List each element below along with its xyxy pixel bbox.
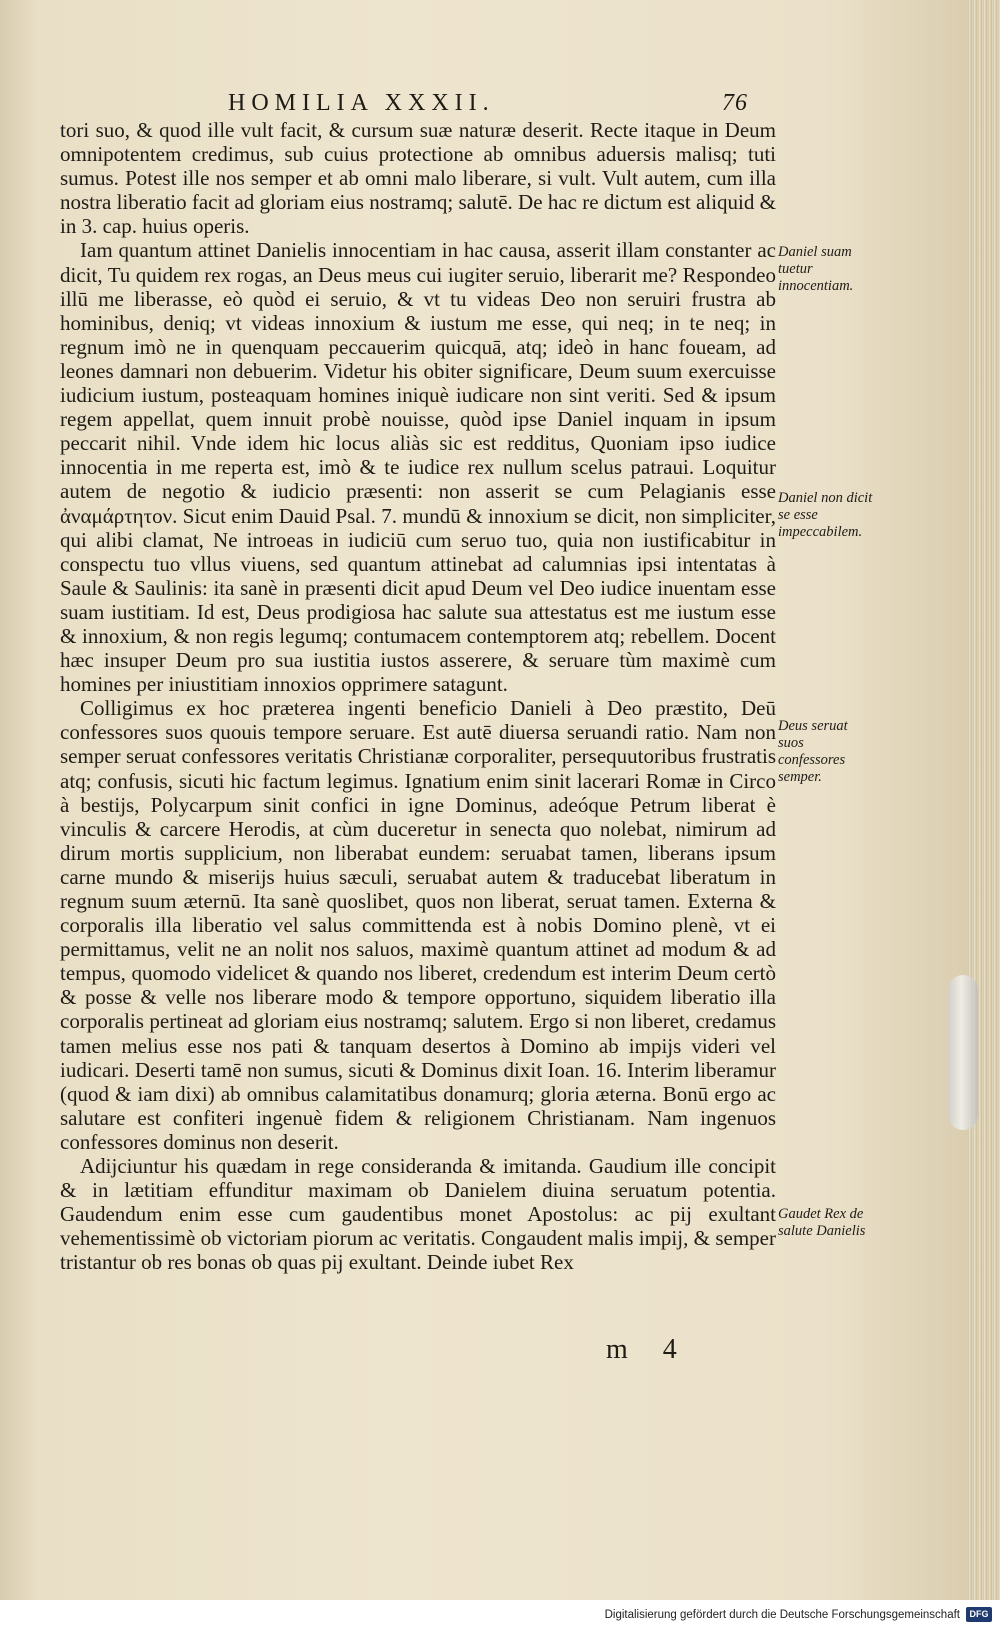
page-edge: [968, 0, 1000, 1600]
body-text: [60, 118, 776, 1275]
running-header: [228, 90, 748, 117]
signature-mark: m 4: [606, 1334, 691, 1365]
paragraph: tori suo, & quod ille vult facit, & cursum suæ naturæ deserit. Recte itaque in Deum omnipotentem credimus, sub cuius protectione ab omnibus aduersis malisq; tuti sumus. Potest ille nos semper et ab omni malo liberare, si vult. Vult autem, cum illa nostra liberatio facit ad gloriam eius nostramq; salutē. De hac re dictum est aliquid & in 3. cap. huius operis.: [60, 118, 776, 239]
margin-note: Gaudet Rex de salute Danielis: [778, 1206, 866, 1239]
footer-bar: [0, 1600, 1000, 1630]
page-clip: [948, 975, 978, 1130]
paragraph: Colligimus ex hoc præterea ingenti beneficio Danieli à Deo præstito, Deū confessores suos quouis tempore seruare. Est autē diuersa seruandi ratio. Nam non semper seruat confessores veritatis Christianæ corporaliter, persequutoribus frustratis atq; confusis, sicuti hic factum legimus. Ignatium enim sinit lacerari Romæ in Circo à bestijs, Polycarpum sinit confici in igne Dominus, adeóque Petrum liberat è vinculis & carcere Herodis, at cùm duceretur in senecta quo nolebat, nimirum ad dirum mortis supplicium, non liberabat eundem: seruabat tamen, liberans ipsum carne mundo & miserijs huius sæculi, seruabat autem & traducebat liberatum in regnum suum æternū. Ita sanè quoslibet, quos non liberat, seruat tamen. Externa & corporalis illa liberatio vel salus committenda est à nobis Domino plenè, vt ei permittamus, velit ne an nolit nos saluos, maximè quantum attinet ad modum & ad tempus, quomodo videlicet & quando nos liberet, credendum est interim Deum certò & posse & velle nos liberare modo & tempore opportuno, siquidem liberatio illa corporalis pertineat ad gloriam eius nostramq; salutem. Ergo si non liberet, credamus tamen melius esse nos pati & tanquam desertos à Domino ab impijs videri vel iudicari. Deserti tamē non sumus, sicuti & Dominus dixit Ioan. 16. Interim liberamur (quod & iam dixi) ab omnibus calamitatibus donamurq; gloria æterna. Bonū ergo ac salutare est confiteri ingenuè fidem & religionem Christianam. Nam ingenuos confessores dominus non deserit.: [60, 696, 776, 1154]
folio-number: 76: [722, 90, 748, 116]
paragraph: Adijciuntur his quædam in rege consideranda & imitanda. Gaudium ille concipit & in lætitiam effunditur maximam ob Danielem diuina seruatum potentia. Gaudendum enim esse cum gaudentibus monet Apostolus: ac pij exultant vehementissimè ob victoriam piorum ac veritatis. Congaudent malis impij, & semper tristantur ob res bonas ob quas pij exultant. Deinde iubet Rex: [60, 1154, 776, 1275]
margin-note: Daniel non dicit se esse impeccabilem.: [778, 490, 873, 540]
dfg-logo-icon: DFG: [966, 1607, 992, 1622]
footer-credit: Digitalisierung gefördert durch die Deutsche Forschungsgemeinschaft: [604, 1609, 960, 1621]
margin-note: Deus seruat suos confessores semper.: [778, 718, 848, 785]
paragraph: Iam quantum attinet Danielis innocentiam in hac causa, asserit illam constanter ac dicit, Tu quidem rex rogas, an Deus meus cui iugiter seruio, liberarit me? Respondeo illū me liberasse, eò quòd ei seruio, & vt tu videas Deo non seruiri frustra ab hominibus, deniq; vt videas innoxium & iustum me esse, qui neq; in te neq; in regnum imò ne in quenquam peccauerim quicquā, atq; ideò in hanc foueam, ad leones damnari non debuerim. Videtur his obiter significare, Deum suum exercuisse iudicium iustum, posteaquam homines iniquè iudicare non sint veriti. Sed & ipsum regem appellat, quem innuit probè nouisse, quòd ipse Daniel inquam in ipsum peccarit nihil. Vnde idem hic locus aliàs sic est redditus, Quoniam ipso iudice innocentia in me reperta est, imò & te iudice rex nullum scelus patraui. Loquitur autem de negotio & iudicio præsenti: non asserit se cum Pelagianis esse ἀναμάρτητον. Sicut enim Dauid Psal. 7. mundū & innoxium se dicit, non simpliciter, qui alibi clamat, Ne introeas in iudiciū cum seruo tuo, quia non iustificabitur in conspectu tuo vllus viuens, sed quantum attinebat ad calumnias ipsi intentatas à Saule & Saulinis: ita sanè in præsenti dicit apud Deum vel Deo iudice inuentam esse suam iustitiam. Id est, Deus prodigiosa hac salute sua attestatus est me iustum esse & innoxium, & non regis legumq; contumacem contemptorem atq; rebellem. Docent hæc insuper Deum pro sua iustitia iustos asserere, & seruare tùm maximè cum homines per iniustitiam innoxios opprimere satagunt.: [60, 238, 776, 697]
margin-note: Daniel suam tuetur innocentiam.: [778, 244, 854, 294]
running-title: HOMILIA XXXII.: [228, 90, 495, 116]
